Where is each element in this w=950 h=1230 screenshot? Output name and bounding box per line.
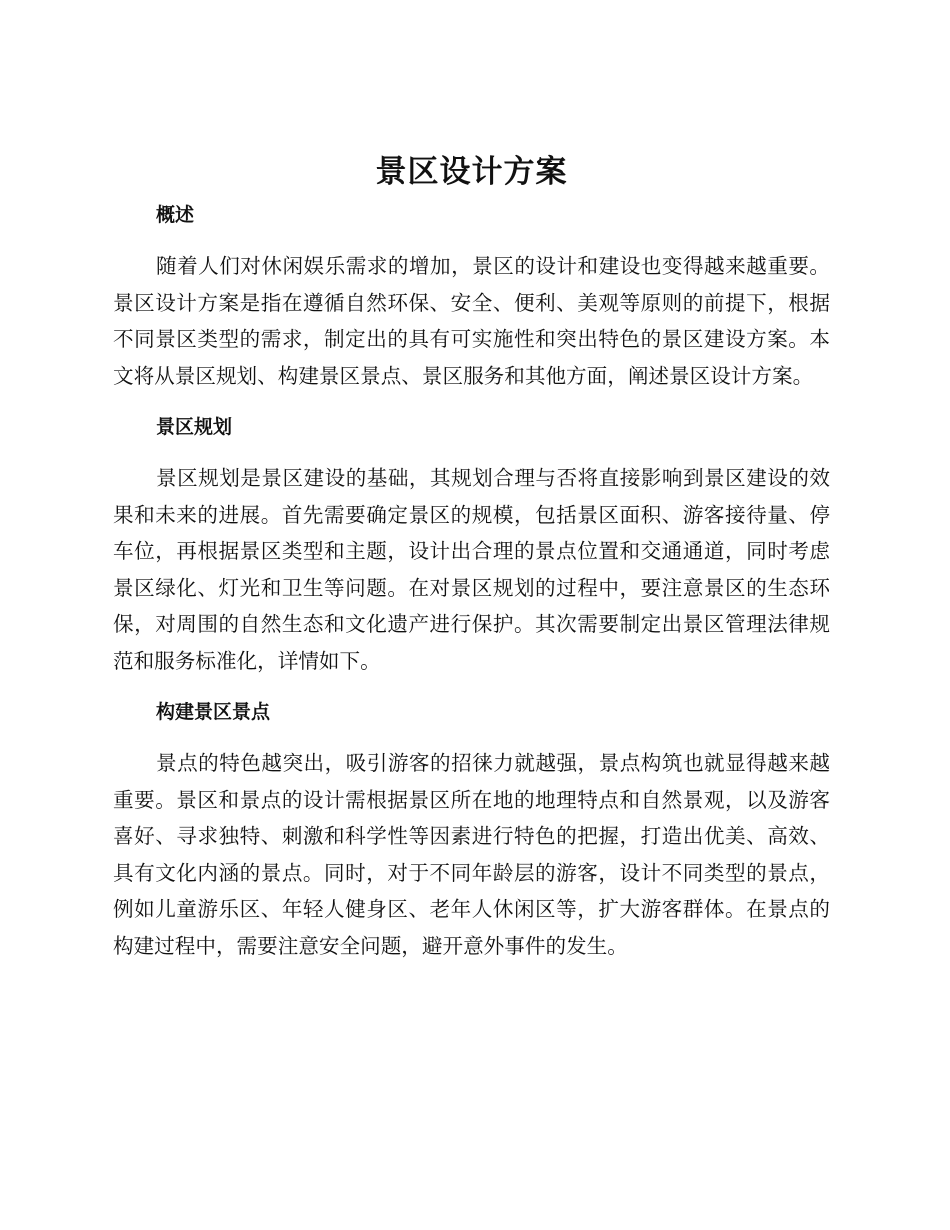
section-heading: 构建景区景点 [156, 701, 271, 723]
section-paragraph: 随着人们对休闲娱乐需求的增加，景区的设计和建设也变得越来越重要。景区设计方案是指在遵循自然环保、安全、便利、美观等原则的前提下，根据不同景区类型的需求，制定出的具有可实施性和突出特色的景区建设方案。本文将从景区规划、构建景区景点、景区服务和其他方面，阐述景区设计方案。 [113, 254, 830, 388]
document-content [113, 150, 830, 984]
section-heading: 概述 [156, 204, 195, 226]
section-heading: 景区规划 [156, 416, 233, 438]
section-paragraph: 景点的特色越突出，吸引游客的招徕力就越强，景点构筑也就显得越来越重要。景区和景点的设计需根据景区所在地的地理特点和自然景观，以及游客喜好、寻求独特、刺激和科学性等因素进行特色的把握，打造出优美、高效、具有文化内涵的景点。同时，对于不同年龄层的游客，设计不同类型的景点，例如儿童游乐区、年轻人健身区、老年人休闲区等，扩大游客群体。在景点的构建过程中，需要注意安全问题，避开意外事件的发生。 [113, 751, 830, 958]
section-planning [113, 414, 830, 679]
section-paragraph: 景区规划是景区建设的基础，其规划合理与否将直接影响到景区建设的效果和未来的进展。首先需要确定景区的规模，包括景区面积、游客接待量、停车位，再根据景区类型和主题，设计出合理的景点位置和交通通道，同时考虑景区绿化、灯光和卫生等问题。在对景区规划的过程中，要注意景区的生态环保，对周围的自然生态和文化遗产进行保护。其次需要制定出景区管理法律规范和服务标准化，详情如下。 [113, 466, 830, 673]
document-title: 景区设计方案 [375, 154, 568, 190]
section-attractions [113, 699, 830, 964]
section-overview [113, 202, 830, 394]
